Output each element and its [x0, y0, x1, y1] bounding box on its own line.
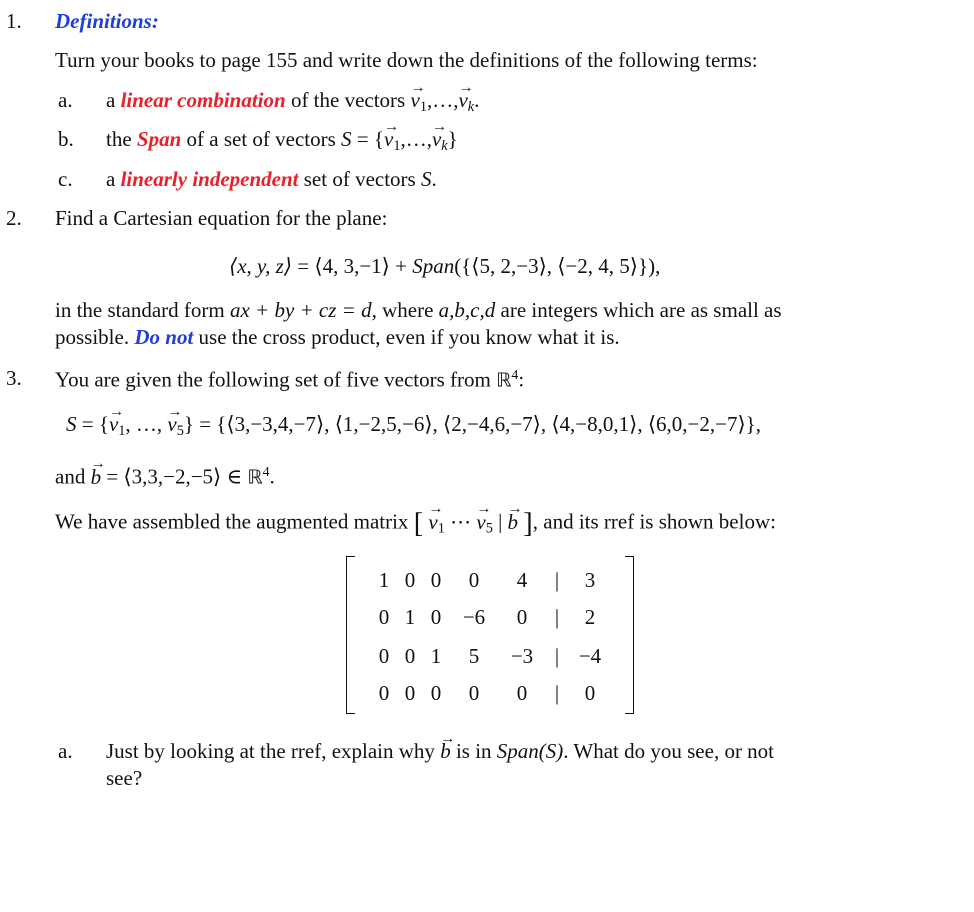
q1b-letter: b. [58, 127, 74, 151]
matrix-right-bracket [625, 556, 634, 714]
matrix-cell-r3c5: −3 [510, 644, 534, 668]
matrix-cell-r3c1: 0 [378, 644, 390, 668]
matrix-cell-r3c4: 5 [468, 644, 480, 668]
matrix-separator: | [554, 644, 560, 668]
matrix-cell-r2c1: 0 [378, 605, 390, 629]
matrix-cell-r2c4: −6 [462, 605, 486, 629]
matrix-cell-r4c3: 0 [430, 681, 442, 705]
matrix-cell-r4c6: 0 [584, 681, 596, 705]
matrix-cell-r1c3: 0 [430, 568, 442, 592]
matrix-cell-r4c2: 0 [404, 681, 416, 705]
term-linearly-independent: linearly independent [120, 167, 299, 191]
matrix-cell-r2c2: 1 [404, 605, 416, 629]
q3-augmented-matrix-line: We have assembled the augmented matrix [ → $v_1$ ⋯ → $v_5$ | → b ], and its rref is shown below: [55, 510, 776, 538]
matrix-left-bracket [346, 556, 355, 714]
matrix-separator: | [554, 568, 560, 592]
q1c-letter: c. [58, 167, 73, 191]
matrix-cell-r3c3: 1 [430, 644, 442, 668]
matrix-cell-r3c2: 0 [404, 644, 416, 668]
q3-b-vector: and → b = ⟨3,3,−2,−5⟩ ∈ ℝ$^4$. [55, 465, 275, 488]
matrix-cell-r1c5: 4 [516, 568, 528, 592]
q2-equation: ⟨x, y, z⟩ = ⟨4, 3,−1⟩ + Span({⟨5, 2,−3⟩, ⟨−2, 4, 5⟩}), [229, 254, 661, 278]
matrix-cell-r4c4: 0 [468, 681, 480, 705]
q1-number: 1. [6, 9, 22, 33]
q1c-text: a linearly independent set of vectors S. [106, 167, 437, 191]
matrix-cell-r1c2: 0 [404, 568, 416, 592]
matrix-cell-r4c5: 0 [516, 681, 528, 705]
q1-title: Definitions: [55, 9, 159, 33]
q3a-letter: a. [58, 739, 73, 763]
matrix-cell-r3c6: −4 [578, 644, 602, 668]
term-linear-combination: linear combination [120, 88, 286, 112]
matrix-separator: | [554, 681, 560, 705]
q2-standard-form-line: in the standard form ax + by + cz = d, where a,b,c,d are integers which are as small as [55, 298, 782, 322]
q2-number: 2. [6, 206, 22, 230]
q3a-line2: see? [106, 766, 143, 790]
q3-set-definition: S = {→ $v_1$, …, → $v_5$} = {⟨3,−3,4,−7⟩, ⟨1,−2,5,−6⟩, ⟨2,−4,6,−7⟩, ⟨4,−8,0,1⟩, ⟨6,0,−2,−7⟩}, [66, 414, 761, 438]
q2-instruction-line: possible. Do not use the cross product, even if you know what it is. [55, 325, 620, 349]
matrix-cell-r2c5: 0 [516, 605, 528, 629]
matrix-separator: | [554, 605, 560, 629]
term-span: Span [136, 127, 182, 151]
matrix-cell-r2c6: 2 [584, 605, 596, 629]
q3a-line1: Just by looking at the rref, explain why → b is in Span(S). What do you see, or not [106, 741, 774, 762]
do-not-emphasis: Do not [134, 325, 194, 349]
q1a-text: a linear combination of the vectors → $v_1,\dots,\to v_k$. [106, 90, 479, 114]
q3-prompt: You are given the following set of five vectors from ℝ$^4$: [55, 367, 525, 392]
matrix-cell-r4c1: 0 [378, 681, 390, 705]
q1b-text: the Span of a set of vectors S = {→ $v_1,\dots,\to v_k$} [106, 129, 458, 153]
matrix-cell-r1c1: 1 [378, 568, 390, 592]
q1a-letter: a. [58, 88, 73, 112]
matrix-cell-r1c4: 0 [468, 568, 480, 592]
q3-number: 3. [6, 366, 22, 390]
matrix-cell-r1c6: 3 [584, 568, 596, 592]
q2-prompt: Find a Cartesian equation for the plane: [55, 206, 388, 230]
q1-intro: Turn your books to page 155 and write down the definitions of the following terms: [55, 48, 758, 72]
matrix-cell-r2c3: 0 [430, 605, 442, 629]
